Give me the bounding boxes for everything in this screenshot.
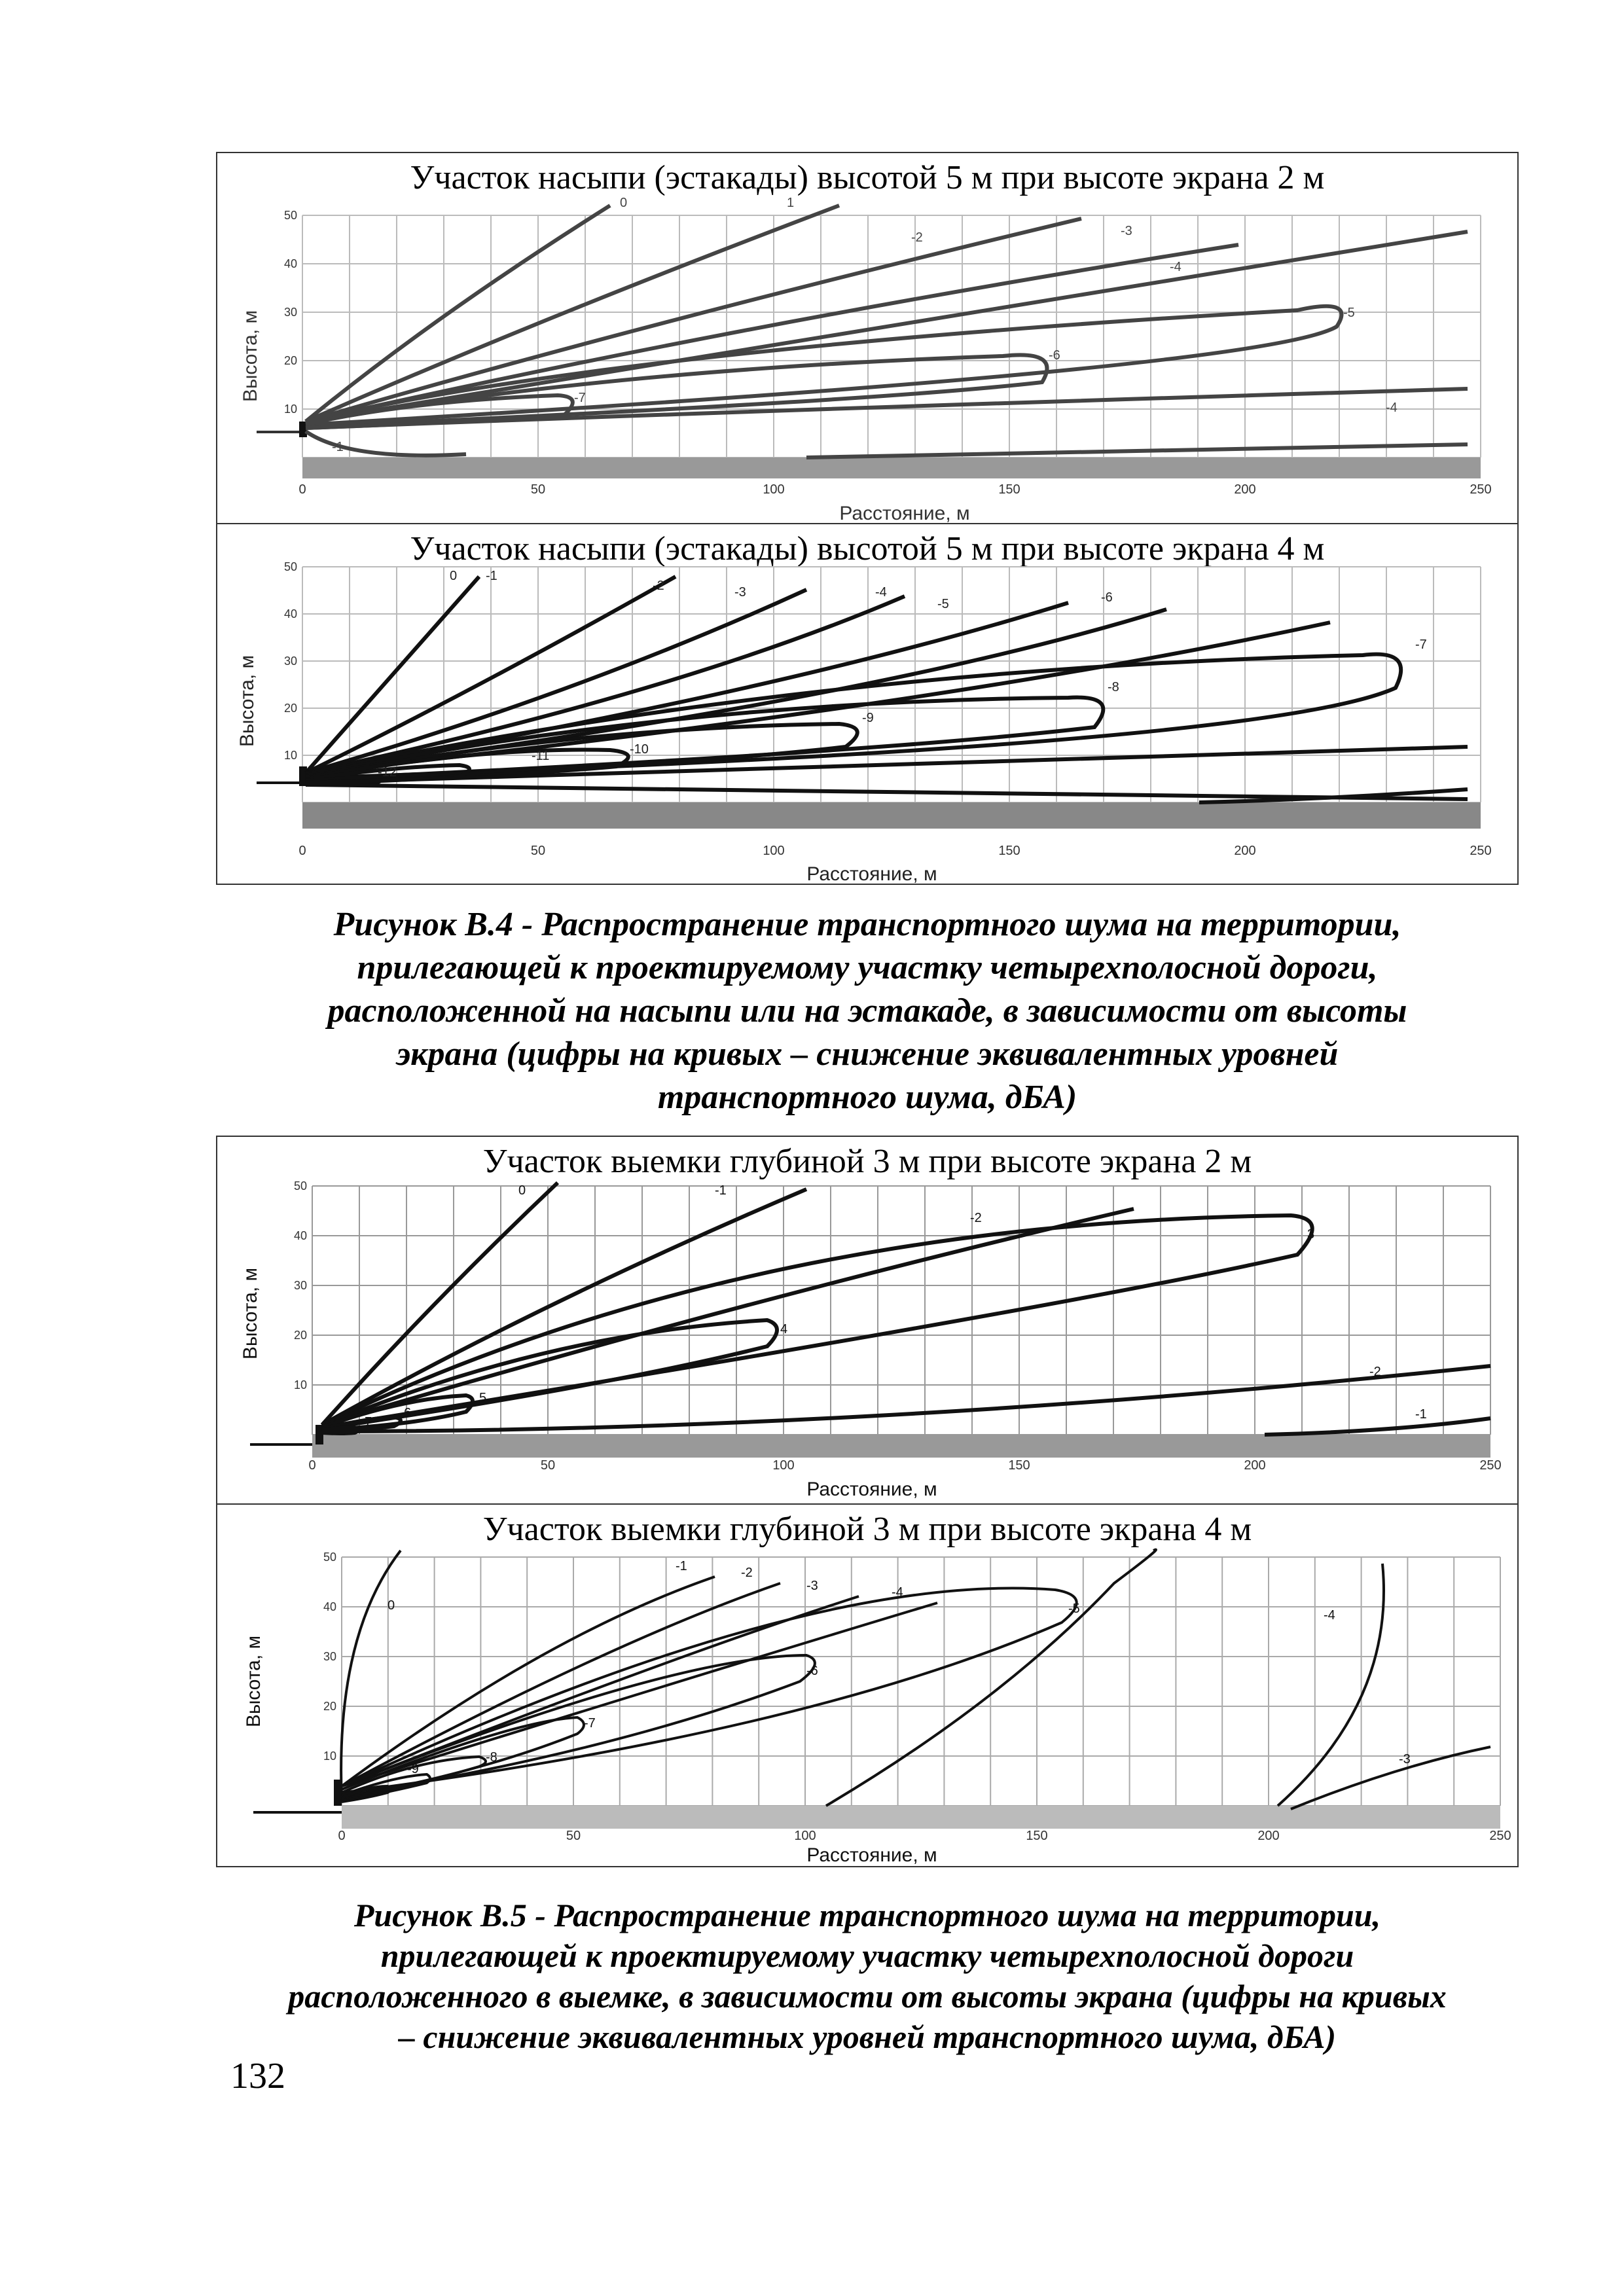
x-tick-label: 200 [1234, 482, 1256, 497]
noise-contour-plot [217, 1137, 1517, 1503]
y-tick-label: 10 [293, 1378, 307, 1391]
ground-strip [302, 457, 1481, 478]
x-tick-label: 150 [1026, 1829, 1048, 1843]
caption-line: прилегающей к проектируемому участку четырехполосной дороги [380, 1937, 1354, 1974]
y-tick-label: 20 [323, 1700, 336, 1713]
curve-label: 1 [787, 196, 795, 210]
curve-labels [388, 1559, 1411, 1776]
x-tick-label: 0 [338, 1829, 346, 1843]
x-axis-label: Расстояние, м [806, 863, 937, 885]
curve-label: 4 [780, 1322, 788, 1336]
curve-label: -7 [584, 1716, 596, 1731]
caption-line: расположенного в выемке, в зависимости от высоты экрана (цифры на кривых [288, 1978, 1447, 2015]
curve-label: -5 [937, 597, 949, 611]
x-tick-label: 100 [763, 844, 785, 858]
curve-label: -6 [806, 1664, 818, 1678]
curve-label: -6 [1049, 348, 1060, 363]
x-tick-label: 200 [1244, 1458, 1266, 1473]
caption-line: – снижение эквивалентных уровней транспортного шума, дБА) [398, 2018, 1337, 2055]
curve-label: 7 [365, 1415, 372, 1429]
y-tick-label: 10 [283, 749, 297, 762]
curve-label: -4 [1386, 401, 1398, 415]
x-tick-label: 50 [540, 1458, 556, 1473]
y-tick-label: 40 [283, 607, 297, 620]
curve-label: -7 [574, 391, 586, 405]
x-axis-label: Расстояние, м [806, 1479, 937, 1500]
curve-label: -5 [1343, 306, 1355, 320]
curve-label: -2 [1369, 1365, 1381, 1379]
caption-line: расположенной на насыпи или на эстакаде, в зависимости от высоты [327, 992, 1407, 1030]
ground-strip [342, 1806, 1500, 1829]
panel-title: Участок насыпи (эстакады) высотой 5 м при высоте экрана 4 м [410, 530, 1325, 567]
y-axis-label: Высота, м [240, 1267, 261, 1360]
caption-line: экрана (цифры на кривых – снижение эквивалентных уровней [396, 1035, 1339, 1073]
curve-label: 0 [518, 1183, 526, 1198]
x-tick-label: 100 [772, 1458, 795, 1473]
x-tick-label: 50 [530, 482, 546, 497]
y-axis-label: Высота, м [243, 1635, 264, 1728]
contour-curves [306, 206, 1468, 457]
curve-label: -2 [741, 1566, 753, 1580]
caption-line: прилегающей к проектируемому участку четырехполосной дороги, [357, 949, 1378, 986]
x-tick-label: 200 [1257, 1829, 1280, 1843]
figure-b4-box [216, 152, 1519, 885]
y-axis-label: Высота, м [240, 310, 261, 403]
x-tick-label: 100 [794, 1829, 816, 1843]
curve-label: -3 [734, 585, 746, 600]
figure-b5-panel-1 [217, 1137, 1517, 1503]
x-tick-label: 150 [998, 844, 1020, 858]
x-tick-label: 0 [298, 482, 306, 497]
y-tick-label: 50 [283, 209, 297, 222]
y-tick-label: 30 [323, 1650, 336, 1663]
curve-label: 5 [479, 1391, 487, 1405]
y-tick-label: 20 [283, 702, 297, 715]
figure-b4-panel-1 [217, 153, 1517, 523]
curve-label: -8 [486, 1750, 497, 1765]
curve-label: -3 [1121, 224, 1132, 238]
x-tick-label: 50 [530, 844, 546, 858]
x-tick-label: 250 [1479, 1458, 1502, 1473]
x-tick-label: 250 [1470, 844, 1492, 858]
x-tick-label: 150 [1008, 1458, 1030, 1473]
curve-label: 0 [620, 196, 628, 210]
curve-label: -11 [532, 749, 550, 763]
curve-label: -1 [332, 440, 344, 454]
curve-label: -12 [378, 765, 397, 780]
figure-b5-box [216, 1136, 1519, 1867]
panel-title: Участок насыпи (эстакады) высотой 5 м при высоте экрана 2 м [410, 159, 1325, 196]
y-tick-label: 50 [283, 560, 297, 573]
x-axis-label: Расстояние, м [806, 1844, 937, 1866]
panel-title: Участок выемки глубиной 3 м при высоте экрана 2 м [482, 1143, 1252, 1180]
figure-b4-caption [216, 903, 1519, 1119]
y-tick-label: 20 [293, 1329, 307, 1342]
curve-label: 0 [388, 1598, 395, 1613]
ground-strip [312, 1435, 1490, 1458]
caption-line: транспортного шума, дБА) [657, 1079, 1077, 1116]
curve-label: -4 [1170, 260, 1182, 274]
contour-curves [341, 1550, 1490, 1809]
curve-label: -5 [1068, 1602, 1080, 1616]
caption-line: Рисунок В.5 - Распространение транспортного шума на территории, [353, 1897, 1381, 1933]
curve-label: -1 [486, 569, 497, 583]
x-tick-label: 50 [566, 1829, 581, 1843]
y-tick-label: 40 [283, 257, 297, 270]
x-tick-label: 250 [1489, 1829, 1511, 1843]
x-tick-label: 0 [298, 844, 306, 858]
curve-label: -8 [1108, 680, 1119, 694]
curve-labels [365, 1183, 1427, 1429]
x-tick-label: 200 [1234, 844, 1256, 858]
curve-label: -4 [1324, 1608, 1335, 1623]
curve-label: -9 [862, 711, 874, 725]
figure-b5-caption [216, 1895, 1519, 2057]
curve-label: 3 [1307, 1227, 1315, 1242]
x-tick-label: 100 [763, 482, 785, 497]
contour-curves [306, 577, 1468, 802]
curve-label: -10 [630, 742, 649, 757]
contour-curves [322, 1183, 1490, 1435]
y-tick-label: 40 [323, 1600, 336, 1613]
curve-label: -2 [970, 1211, 982, 1225]
y-tick-label: 50 [293, 1179, 307, 1193]
x-tick-label: 250 [1470, 482, 1492, 497]
curve-label: -1 [715, 1183, 727, 1198]
curve-label: -3 [806, 1579, 818, 1593]
curve-label: 0 [450, 569, 458, 583]
figure-b4-panel-2 [217, 523, 1517, 884]
page-number: 132 [230, 2056, 285, 2096]
panel-title: Участок выемки глубиной 3 м при высоте экрана 4 м [482, 1511, 1252, 1548]
x-axis-label: Расстояние, м [839, 503, 970, 523]
y-tick-label: 30 [283, 306, 297, 319]
noise-contour-plot [217, 1505, 1517, 1867]
figure-b5-panel-2 [217, 1503, 1517, 1866]
x-tick-label: 0 [308, 1458, 316, 1473]
curve-label: -4 [875, 585, 887, 600]
y-tick-label: 10 [283, 403, 297, 416]
curve-label: 6 [404, 1406, 412, 1420]
caption-line: Рисунок В.4 - Распространение транспортного шума на территории, [333, 906, 1401, 943]
curve-label: -6 [1101, 590, 1113, 605]
noise-contour-plot [217, 524, 1517, 885]
y-axis-label: Высота, м [236, 655, 258, 747]
y-tick-label: 10 [323, 1749, 336, 1763]
curve-label: -2 [911, 230, 923, 245]
y-tick-label: 40 [293, 1229, 307, 1242]
curve-label: -7 [1415, 637, 1427, 652]
y-tick-label: 30 [293, 1279, 307, 1292]
y-tick-label: 50 [323, 1551, 336, 1564]
x-tick-label: 150 [998, 482, 1020, 497]
curve-label: -1 [1415, 1407, 1427, 1422]
y-tick-label: 20 [283, 354, 297, 367]
curve-label: -9 [407, 1762, 419, 1776]
curve-label: -1 [676, 1559, 687, 1573]
y-tick-label: 30 [283, 655, 297, 668]
curve-label: -4 [892, 1585, 903, 1600]
curve-label: -3 [1399, 1752, 1411, 1767]
ground-strip [302, 802, 1481, 829]
curve-label: -2 [653, 579, 664, 593]
noise-contour-plot [217, 153, 1517, 523]
